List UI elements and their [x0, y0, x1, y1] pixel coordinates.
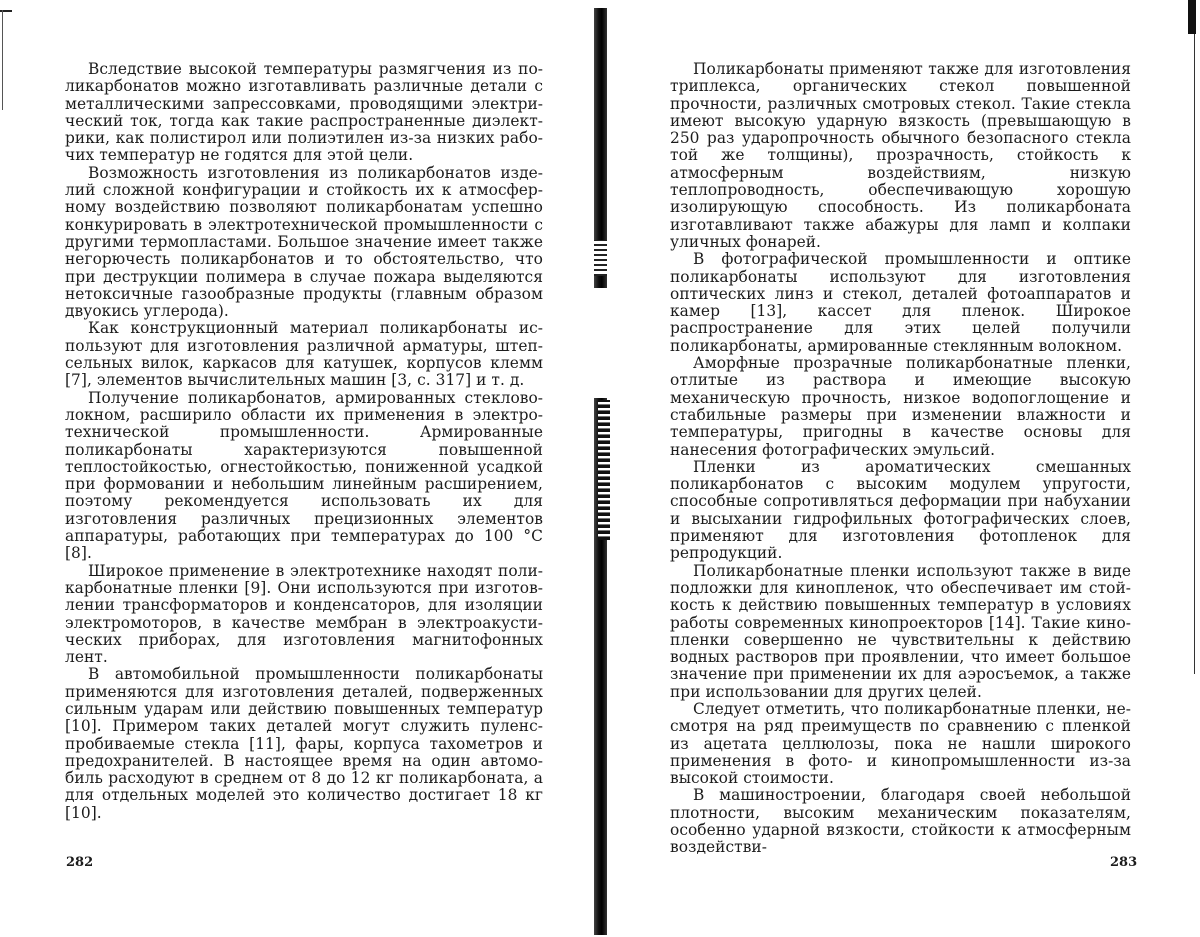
paragraph: Пленки из ароматических смешанных поликарбонатов с высоким модулем упругости, способные сопротивляться деформации при набухании и высыхании гидрофильных фотографических слоев, применяют для изготовления фотопленок для репродукций. [670, 457, 1131, 563]
left-page-body [65, 61, 543, 822]
scan-edge-mark [1188, 0, 1200, 937]
right-page [600, 0, 1200, 937]
paragraph: В машиностроении, благодаря своей небольшой плотности, высоким механическим показателям, особенно ударной вязкости, стойкости к атмосферным воздействи- [670, 786, 1131, 857]
paragraph: Следует отметить, что поликарбонатные пленки, несмотря на ряд преимуществ по сравнению с пленкой из ацетата целлюлозы, пока не нашли широкого применения в фото- и кинопромышленности из-за высокой стоимости. [670, 699, 1131, 788]
paragraph: В фотографической промышленности и оптике поликарбонаты используют для изготовления оптических линз и стекол, деталей фотоаппаратов и камер [13], кассет для пленок. Широкое распространение для этих целей получили поликарбонаты, армированные стеклянным волокном. [670, 250, 1131, 355]
paragraph: Поликарбонаты применяют также для изготовления триплекса, органических стекол повышенной прочности, различных смотровых стекол. Такие стекла имеют высокую ударную вязкость (превышающую в 250 раз ударопрочность обычного безопасного стекла той же толщины), прозрачность, стойкость к атмосферным воздействиям, низкую теплопроводность, обеспечивающую хорошую изолирующую способность. Из поликарбоната изготавливают также абажуры для ламп и колпаки уличных фонарей. [670, 60, 1131, 251]
left-page [0, 0, 590, 937]
paragraph: Получение поликарбонатов, армированных стекловолокном, расширило области их применения в электротехнической промышленности. Армированные поликарбонаты характеризуются повышенной теплостойкостью, огнестойкостью, пониженной усадкой при формовании и небольшим линейным расширением, поэтому рекомендуется использовать их для изготовления различных прецизионных элементов аппаратуры, работающих при температурах до 100 °C [8]. [65, 388, 543, 563]
paragraph: Широкое применение в электротехнике находят поликарбонатные пленки [9]. Они используются при изготовлении трансформаторов и конденсаторов, для изоляции электромоторов, в качестве мембран в электроакустических приборах, для изготовления магнитофонных лент. [65, 561, 543, 667]
right-page-body [670, 61, 1131, 857]
page-number: 283 [1110, 855, 1138, 870]
paragraph: Аморфные прозрачные поликарбонатные пленки, отлитые из раствора и имеющие высокую механическую прочность, низкое водопоглощение и стабильные размеры при изменении влажности и температуры, пригодны в качестве основы для нанесения фотографических эмульсий. [670, 354, 1131, 459]
paragraph: Как конструкционный материал поликарбонаты используют для изготовления различной арматуры, штепсельных вилок, каркасов для катушек, корпусов клемм [7], элементов вычислительных машин [3, с. 317] и т. д. [65, 319, 543, 390]
paragraph: Поликарбонатные пленки используют также в виде подложки для кинопленок, что обеспечивает им стойкость к действию повышенных температур в условиях работы современных кинопроекторов [14]. Такие кинопленки совершенно не чувствительны к действию водных растворов при проявлении, что имеет большое значение при применении их для аэросъемок, а также при использовании для других целей. [670, 561, 1131, 701]
paragraph: Вследствие высокой температуры размягчения из поликарбонатов можно изготавливать различные детали с металлическими запрессовками, проводящими электрический ток, тогда как такие распространенные диэлектрики, как полистирол или полиэтилен из-за низких рабочих температур не годятся для этой цели. [65, 60, 543, 165]
paragraph: Возможность изготовления из поликарбонатов изделий сложной конфигурации и стойкость их к атмосферному воздействию позволяют поликарбонатам успешно конкурировать в электротехнической промышленности с другими термопластами. Большое значение имеет также негорючесть поликарбонатов и то обстоятельство, что при деструкции полимера в случае пожара выделяются нетоксичные газообразные продукты (главным образом двуокись углерода). [65, 163, 543, 321]
paragraph: В автомобильной промышленности поликарбонаты применяются для изготовления деталей, подверженных сильным ударам или действию повышенных температур [10]. Примером таких деталей могут служить пуленспробиваемые стекла [11], фары, корпуса тахометров и предохранителей. В настоящее время на один автомобиль расходуют в среднем от 8 до 12 кг поликарбоната, а для отдельных моделей это количество достигает 18 кг [10]. [65, 665, 543, 822]
page-number: 282 [66, 855, 94, 870]
